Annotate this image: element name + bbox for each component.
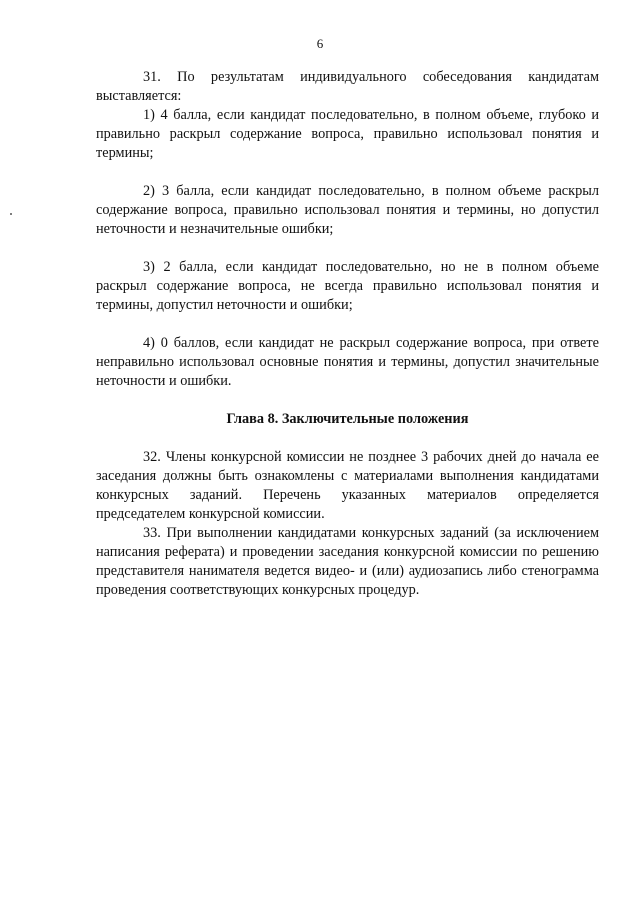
paragraph-31-item-3: 3) 2 балла, если кандидат последовательно, но не в полном объеме раскрыл содержание вопроса, не всегда правильно использовал понятия и термины, допустил неточности и ошибки; (96, 259, 599, 313)
page-number: 6 (316, 36, 324, 51)
spacer (96, 163, 599, 182)
spacer (96, 429, 599, 448)
chapter-8-title: Глава 8. Заключительные положения (226, 411, 469, 427)
paragraph-31-intro: 31. По результатам индивидуального собеседования кандидатам выставляется: (96, 69, 599, 104)
spacer (96, 239, 599, 258)
scan-speck (10, 213, 12, 215)
paragraph-31-item-4: 4) 0 баллов, если кандидат не раскрыл содержание вопроса, при ответе неправильно использовал основные понятия и термины, допустил значительные неточности и ошибки. (96, 335, 599, 389)
document-body (96, 68, 599, 600)
paragraph-31-item-2: 2) 3 балла, если кандидат последовательно, в полном объеме раскрыл содержание вопроса, правильно использовал понятия и термины, но допустил неточности и незначительные ошибки; (96, 183, 599, 237)
spacer (96, 391, 599, 410)
spacer (96, 315, 599, 334)
paragraph-33: 33. При выполнении кандидатами конкурсных заданий (за исключением написания реферата) и проведении заседания конкурсной комиссии по решению представителя нанимателя ведется видео- и (или) аудиозапись либо стенограмма проведения соответствующих конкурсных процедур. (96, 525, 599, 598)
paragraph-32: 32. Члены конкурсной комиссии не позднее 3 рабочих дней до начала ее заседания должны быть ознакомлены с материалами выполнения кандидатами конкурсных заданий. Перечень указанных материалов определяется председателем конкурсной комиссии. (96, 449, 599, 522)
paragraph-31-item-1: 1) 4 балла, если кандидат последовательно, в полном объеме, глубоко и правильно раскрыл содержание вопроса, правильно использовал понятия и термины; (96, 107, 599, 161)
